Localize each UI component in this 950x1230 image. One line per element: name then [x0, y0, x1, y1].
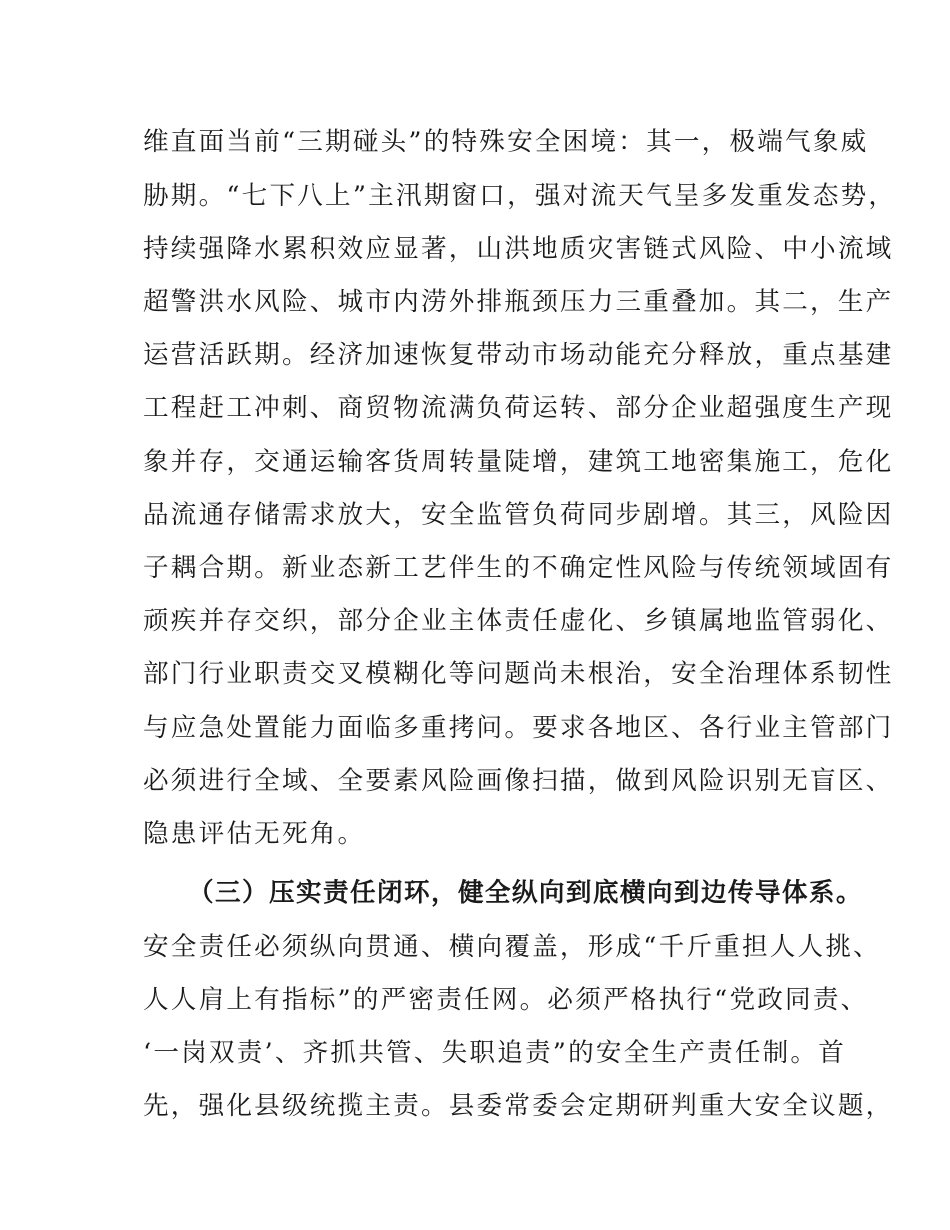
text-line: 必须进行全域、全要素风险画像扫描，做到风险识别无盲区、	[143, 766, 894, 796]
text-line: 持续强降水累积效应显著，山洪地质灾害链式风险、中小流域	[143, 234, 894, 264]
text-line: 运营活跃期。经济加速恢复带动市场动能充分释放，重点基建	[143, 340, 894, 370]
text-line: ‘一岗双责’、齐抓共管、失职追责”的安全生产责任制。首	[143, 1038, 847, 1068]
text-line: 品流通存储需求放大，安全监管负荷同步剧增。其三，风险因	[143, 500, 894, 530]
text-line: 象并存，交通运输客货周转量陡增，建筑工地密集施工，危化	[143, 447, 894, 477]
text-line: 工程赶工冲刺、商贸物流满负荷运转、部分企业超强度生产现	[143, 393, 894, 423]
text-line: 部门行业职责交叉模糊化等问题尚未根治，安全治理体系韧性	[143, 659, 894, 689]
text-line: 维直面当前“三期碰头”的特殊安全困境：其一，极端气象威	[143, 127, 869, 157]
section-heading: （三）压实责任闭环，健全纵向到底横向到边传导体系。	[188, 878, 863, 908]
text-line: 胁期。“七下八上”主汛期窗口，强对流天气呈多发重发态势，	[143, 181, 897, 211]
text-line: 超警洪水风险、城市内涝外排瓶颈压力三重叠加。其二，生产	[143, 287, 894, 317]
text-line: 人人肩上有指标”的严密责任网。必须严格执行“党政同责、	[143, 985, 869, 1015]
text-line: 子耦合期。新业态新工艺伴生的不确定性风险与传统领域固有	[143, 553, 894, 583]
text-line: 顽疾并存交织，部分企业主体责任虚化、乡镇属地监管弱化、	[143, 606, 894, 636]
text-line: 隐患评估无死角。	[143, 819, 366, 849]
text-line: 与应急处置能力面临多重拷问。要求各地区、各行业主管部门	[143, 713, 894, 743]
text-line: 安全责任必须纵向贯通、横向覆盖，形成“千斤重担人人挑、	[143, 932, 881, 962]
text-line: 先，强化县级统揽主责。县委常委会定期研判重大安全议题，	[143, 1091, 894, 1121]
